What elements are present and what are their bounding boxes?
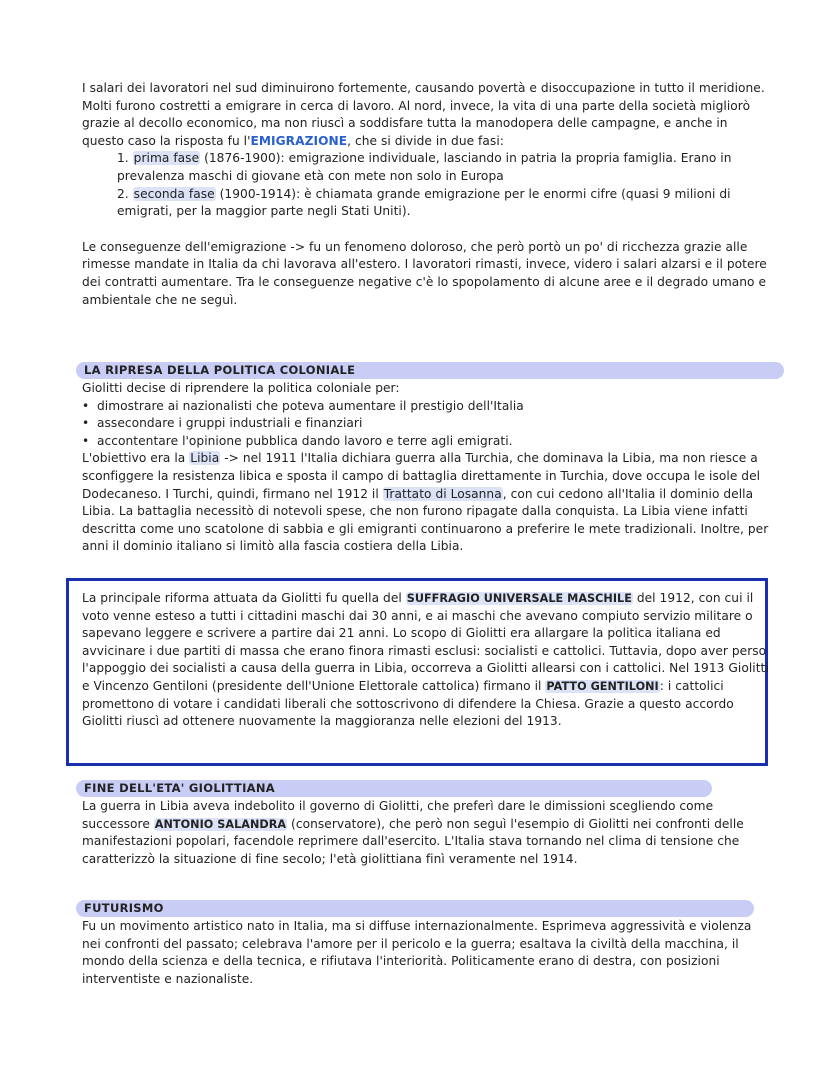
- intro-block: [82, 80, 772, 309]
- keyword-salandra: ANTONIO SALANDRA: [154, 817, 287, 831]
- section-title-end: FINE DELL'ETA' GIOLITTIANA: [84, 781, 275, 795]
- reform-paragraph: La principale riforma attuata da Giolitti fu quella del SUFFRAGIO UNIVERSALE MASCHILE del 1912, con cui il voto venne esteso a tutti i cittadini maschi dai 30 anni, e ai maschi che avevano compiuto servizio militare o sapevano leggere e scrivere a partire dai 21 anni. Lo scopo di Giolitti era allargare la politica italiana ed avvicinare i due partiti di massa che erano finora rimasti esclusi: socialisti e cattolici. Tuttavia, dopo aver perso l'appoggio dei socialisti a causa della guerra in Libia, occorreva a Giolitti allearsi con i cattolici. Nel 1913 Giolitti e Vincenzo Gentiloni (presidente dell'Unione Elettorale cattolica) firmano il PATTO GENTILONI: i cattolici promettono di votare i candidati liberali che sottoscrivono di difendere la Chiesa. Grazie a questo accordo Giolitti riuscì ad ottenere nuovamente la maggioranza nelle elezioni del 1913.: [82, 591, 769, 729]
- bullet-item: • dimostrare ai nazionalisti che poteva aumentare il prestigio dell'Italia: [82, 398, 772, 416]
- section-title-colonial: LA RIPRESA DELLA POLITICA COLONIALE: [84, 363, 356, 377]
- keyword-libia: Libia: [190, 451, 220, 466]
- colonial-paragraph: L'obiettivo era la Libia -> nel 1911 l'Italia dichiara guerra alla Turchia, che dominava la Libia, ma non riesce a sconfiggere la resistenza libica e sposta il campo di battaglia direttamente in Turchia, dove occupa le isole del Dodecaneso. I Turchi, quindi, firmano nel 1912 il Trattato di Losanna, con cui cedono all'Italia il dominio della Libia. La battaglia necessitò di notevoli spese, che non furono ripagate dalla conquista. La Libia viene infatti descritta come uno scatolone di sabbia e gli emigranti continuarono a preferire le mete tradizionali. Inoltre, per anni il dominio italiano si limitò alla fascia costiera della Libia.: [82, 451, 769, 554]
- colonial-block: [82, 380, 772, 556]
- intro-paragraph: I salari dei lavoratori nel sud diminuirono fortemente, causando povertà e disoccupazione in tutto il meridione. Molti furono costretti a emigrare in cerca di lavoro. Al nord, invece, la vita di una parte della società migliorò grazie al decollo economico, ma non riuscì a soddisfare tutta la manodopera delle campagne, e anche in questo caso la risposta fu l'EMIGRAZIONE, che si divide in due fasi:: [82, 81, 765, 148]
- phase-item-2: 2. seconda fase (1900-1914): è chiamata grande emigrazione per le enormi cifre (quasi 9 milioni di emigrati, per la maggior parte negli Stati Uniti).: [117, 186, 731, 219]
- keyword-patto: PATTO GENTILONI: [546, 679, 659, 693]
- bullet-item: • assecondare i gruppi industriali e finanziari: [82, 415, 772, 433]
- colonial-bullets: [82, 398, 772, 451]
- colonial-lead: Giolitti decise di riprendere la politica coloniale per:: [82, 381, 400, 395]
- consequences-paragraph: Le conseguenze dell'emigrazione -> fu un fenomeno doloroso, che però portò un po' di ricchezza grazie alle rimesse mandate in Italia da chi lavorava all'estero. I lavoratori rimasti, invece, videro i salari alzarsi e il potere dei contratti aumentare. Tra le conseguenze negative c'è lo spopolamento di alcune aree e il degrado umano e ambientale che ne seguì.: [82, 239, 767, 307]
- keyword-trattato: Trattato di Losanna: [383, 486, 502, 501]
- reform-block: [82, 590, 772, 731]
- phases-list: [82, 150, 772, 220]
- keyword-suffragio: SUFFRAGIO UNIVERSALE MASCHILE: [406, 592, 632, 605]
- phase-keyword: seconda fase: [133, 186, 215, 201]
- futurism-block: [82, 918, 772, 988]
- phase-item-1: 1. prima fase (1876-1900): emigrazione individuale, lasciando in patria la propria famiglia. Erano in prevalenza maschi di giovane età con mete non solo in Europa: [117, 151, 732, 183]
- phase-keyword: prima fase: [133, 151, 200, 166]
- end-paragraph: La guerra in Libia aveva indebolito il governo di Giolitti, che preferì dare le dimissioni scegliendo come successore ANTONIO SALANDRA (conservatore), che però non seguì l'esempio di Giolitti nei confronti delle manifestazioni popolari, facendole reprimere dall'esercito. L'Italia stava tornando nel clima di tensione che caratterizzò la situazione di fine secolo; l'età giolittiana finì veramente nel 1914.: [82, 799, 744, 866]
- keyword-emigrazione: EMIGRAZIONE: [250, 133, 348, 148]
- section-title-futurism: FUTURISMO: [84, 901, 164, 915]
- end-block: [82, 798, 772, 868]
- bullet-item: • accontentare l'opinione pubblica dando lavoro e terre agli emigrati.: [82, 433, 772, 451]
- section-title-bar: [76, 900, 754, 917]
- futurism-paragraph: Fu un movimento artistico nato in Italia, ma si diffuse internazionalmente. Esprimeva aggressività e violenza nei confronti del passato; celebrava l'amore per il pericolo e la guerra; esaltava la civiltà della macchina, il mondo della scienza e della tecnica, e rifiutava l'interiorità. Politicamente erano di destra, con posizioni interventiste e nazionaliste.: [82, 919, 752, 986]
